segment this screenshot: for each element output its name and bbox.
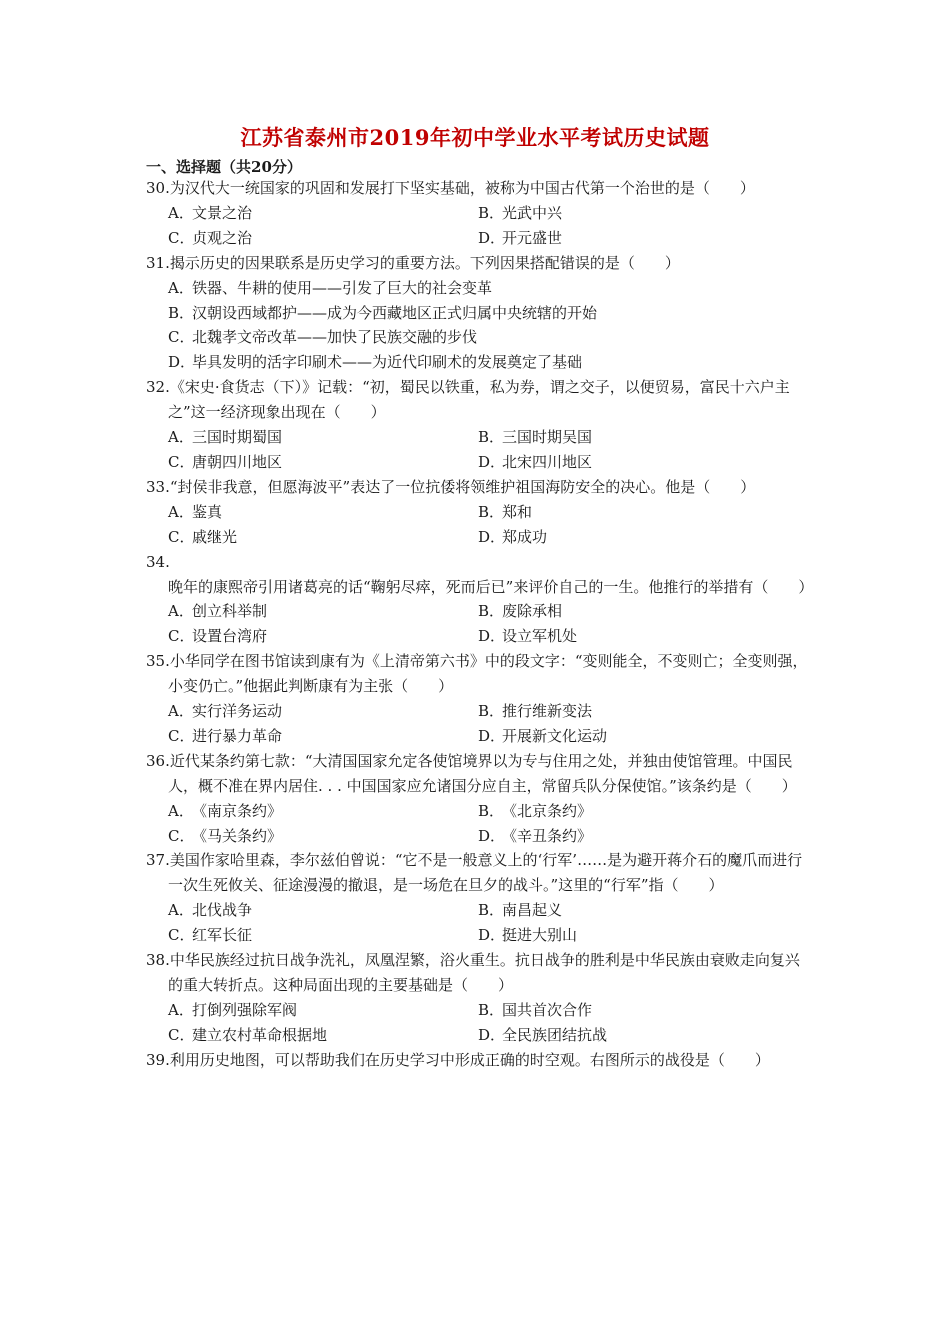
question-37: [146, 848, 808, 948]
option-b: [168, 301, 808, 326]
option-group: [146, 599, 808, 649]
option-group: [146, 276, 808, 376]
option-c: [168, 923, 478, 948]
option-text: 铁器、牛耕的使用——引发了巨大的社会变革: [192, 278, 493, 297]
option-letter: D．: [478, 627, 506, 646]
option-letter: A．: [168, 278, 194, 297]
question-stem: [146, 475, 808, 500]
option-letter: C．: [168, 627, 195, 646]
option-c: [168, 624, 478, 649]
option-letter: C．: [168, 1025, 195, 1044]
option-letter: C．: [168, 826, 195, 845]
option-letter: A．: [168, 602, 194, 621]
option-letter: B．: [478, 602, 505, 621]
question-number: 35.: [146, 652, 170, 671]
option-letter: D．: [478, 826, 506, 845]
option-a: [168, 998, 478, 1023]
question-text: 晚年的康熙帝引用诸葛亮的话“鞠躬尽瘁，死而后已”来评价自己的一生。他推行的举措有（ ）: [168, 577, 814, 596]
option-a: [168, 799, 478, 824]
option-letter: D．: [168, 353, 196, 372]
option-text: 进行暴力革命: [192, 726, 283, 745]
option-d: [478, 923, 788, 948]
option-d: [478, 450, 788, 475]
option-text: 设置台湾府: [192, 627, 268, 646]
question-stem: [146, 176, 808, 201]
option-text: 唐朝四川地区: [192, 452, 283, 471]
option-text: 建立农村革命根据地: [192, 1025, 328, 1044]
section-heading: 一、选择题（共20分）: [146, 158, 302, 176]
option-letter: D．: [478, 926, 506, 945]
question-stem: [146, 749, 808, 799]
option-group: [146, 699, 808, 749]
option-text: 开展新文化运动: [502, 726, 608, 745]
question-text: 利用历史地图，可以帮助我们在历史学习中形成正确的时空观。右图所示的战役是（ ）: [169, 1050, 770, 1069]
option-text: 《北京条约》: [502, 801, 593, 820]
option-letter: C．: [168, 527, 195, 546]
option-text: 郑成功: [502, 527, 548, 546]
option-text: 打倒列强除军阀: [192, 1000, 298, 1019]
option-text: 设立军机处: [502, 627, 578, 646]
option-text: 北魏孝文帝改革——加快了民族交融的步伐: [192, 328, 478, 347]
option-d: [168, 350, 808, 375]
option-b: [478, 599, 788, 624]
question-stem: [146, 649, 808, 699]
option-text: 南昌起义: [502, 901, 563, 920]
question-number: 32.: [146, 378, 170, 397]
option-b: [478, 898, 788, 923]
option-d: [478, 1023, 788, 1048]
option-letter: A．: [168, 502, 194, 521]
option-letter: C．: [168, 726, 195, 745]
option-text: 废除承相: [502, 602, 563, 621]
option-letter: A．: [168, 1000, 194, 1019]
option-letter: B．: [478, 1000, 505, 1019]
question-36: [146, 749, 808, 849]
option-text: 《辛丑条约》: [502, 826, 593, 845]
question-stem: [146, 848, 808, 898]
option-d: [478, 724, 788, 749]
question-list: [146, 176, 814, 1073]
question-text: 揭示历史的因果联系是历史学习的重要方法。下列因果搭配错误的是（ ）: [169, 253, 680, 272]
option-text: 实行洋务运动: [192, 702, 283, 721]
option-letter: B．: [478, 801, 505, 820]
option-letter: A．: [168, 801, 194, 820]
question-stem: [146, 1048, 808, 1073]
option-c: [168, 450, 478, 475]
question-stem: [146, 375, 808, 425]
option-text: 《南京条约》: [192, 801, 283, 820]
option-letter: C．: [168, 452, 195, 471]
option-letter: C．: [168, 926, 195, 945]
question-text: 为汉代大一统国家的巩固和发展打下坚实基础，被称为中国古代第一个治世的是（ ）: [169, 179, 755, 197]
option-text: 红军长征: [192, 926, 253, 945]
option-letter: D．: [478, 527, 506, 546]
question-number: 33.: [146, 477, 170, 496]
option-d: [478, 525, 788, 550]
question-number: 38.: [146, 951, 170, 970]
option-text: 北伐战争: [192, 901, 253, 920]
option-text: 北宋四川地区: [502, 452, 593, 471]
option-letter: A．: [168, 203, 194, 222]
option-text: 推行维新变法: [502, 702, 593, 721]
question-text: 中华民族经过抗日战争洗礼，凤凰涅繁，浴火重生。抗日战争的胜利是中华民族由衰败走向复兴的重大转折点。这种局面出现的主要基础是（ ）: [168, 951, 800, 994]
option-group: [146, 425, 808, 475]
option-group: [146, 500, 808, 550]
option-a: [168, 425, 478, 450]
option-text: 三国时期蜀国: [192, 428, 283, 447]
question-number: 31.: [146, 253, 170, 272]
question-33: [146, 475, 808, 550]
option-c: [168, 724, 478, 749]
option-letter: D．: [478, 726, 506, 745]
question-stem: [146, 550, 814, 600]
question-32: [146, 375, 808, 475]
question-text: 美国作家哈里森，李尔兹伯曾说：“它不是一般意义上的‘行军’……是为避开蒋介石的魔爪而进行一次生死攸关、征途漫漫的撤退，是一场危在旦夕的战斗。”这里的“行军”指（ ）: [168, 851, 803, 895]
option-text: 汉朝设西域都护——成为今西藏地区正式归属中央统辖的开始: [192, 303, 598, 322]
option-d: [478, 624, 788, 649]
option-b: [478, 500, 788, 525]
option-b: [478, 998, 788, 1023]
question-number: 39.: [146, 1050, 170, 1069]
question-text: 《宋史·食货志（下）》记载：“初，蜀民以铁重，私为券，谓之交子，以便贸易，富民十六户主之”这一经济现象出现在（ ）: [168, 378, 790, 422]
option-text: 创立科举制: [192, 602, 268, 621]
exam-title: 江苏省泰州市2019年初中学业水平考试历史试题: [240, 125, 710, 150]
question-34: [146, 550, 814, 650]
option-a: [168, 898, 478, 923]
option-text: 贞观之治: [192, 228, 253, 247]
option-d: [478, 824, 788, 849]
option-a: [168, 276, 808, 301]
question-39: [146, 1048, 808, 1073]
option-letter: A．: [168, 702, 194, 721]
option-group: [146, 998, 808, 1048]
option-letter: D．: [478, 228, 506, 247]
question-number: 36.: [146, 751, 170, 770]
question-number: 37.: [146, 851, 170, 870]
option-a: [168, 201, 478, 226]
option-b: [478, 201, 788, 226]
option-text: 三国时期吴国: [502, 428, 593, 447]
option-text: 全民族团结抗战: [502, 1025, 608, 1044]
option-text: 光武中兴: [502, 203, 563, 222]
option-letter: B．: [168, 303, 195, 322]
option-text: 国共首次合作: [502, 1000, 593, 1019]
option-text: 开元盛世: [502, 228, 563, 247]
option-text: 郑和: [502, 502, 533, 521]
option-text: 毕具发明的活字印刷术——为近代印刷术的发展奠定了基础: [192, 353, 583, 372]
option-letter: D．: [478, 452, 506, 471]
option-text: 文景之治: [192, 203, 253, 222]
question-31: [146, 251, 808, 376]
option-text: 《马关条约》: [192, 826, 283, 845]
option-letter: C．: [168, 328, 195, 347]
question-38: [146, 948, 808, 1048]
option-letter: D．: [478, 1025, 506, 1044]
option-group: [146, 898, 808, 948]
option-letter: B．: [478, 901, 505, 920]
option-a: [168, 500, 478, 525]
option-c: [168, 525, 478, 550]
option-d: [478, 226, 788, 251]
option-c: [168, 226, 478, 251]
option-letter: C．: [168, 228, 195, 247]
option-c: [168, 1023, 478, 1048]
option-group: [146, 799, 808, 849]
option-letter: A．: [168, 901, 194, 920]
question-35: [146, 649, 808, 749]
option-text: 挺进大别山: [502, 926, 578, 945]
question-text: 小华同学在图书馆读到康有为《上清帝第六书》中的段文字：“变则能全，不变则亡；全变则强，小变仍亡。”他据此判断康有为主张（ ）: [168, 652, 808, 696]
option-b: [478, 699, 788, 724]
option-b: [478, 425, 788, 450]
question-stem: [146, 251, 808, 276]
option-group: [146, 201, 808, 251]
option-letter: B．: [478, 203, 505, 222]
option-text: 戚继光: [192, 527, 238, 546]
question-text: 近代某条约第七款：“大清国国家允定各使馆境界以为专与住用之处，并独由使馆管理。中国民人，概不准在界内居住. . . 中国国家应允诸国分应自主，常留兵队分保使馆。”该条约是（ ）: [168, 751, 797, 795]
option-text: 鉴真: [192, 502, 223, 521]
question-number: 30.: [146, 179, 170, 197]
option-c: [168, 824, 478, 849]
option-letter: B．: [478, 702, 505, 721]
option-a: [168, 599, 478, 624]
question-30: [146, 176, 808, 251]
option-a: [168, 699, 478, 724]
option-letter: B．: [478, 428, 505, 447]
option-letter: A．: [168, 428, 194, 447]
question-text: “封侯非我意，但愿海波平”表达了一位抗倭将领维护祖国海防安全的决心。他是（ ）: [169, 477, 756, 496]
option-letter: B．: [478, 502, 505, 521]
option-c: [168, 325, 808, 350]
question-stem: [146, 948, 808, 998]
question-number: 34.: [146, 552, 170, 571]
option-b: [478, 799, 788, 824]
